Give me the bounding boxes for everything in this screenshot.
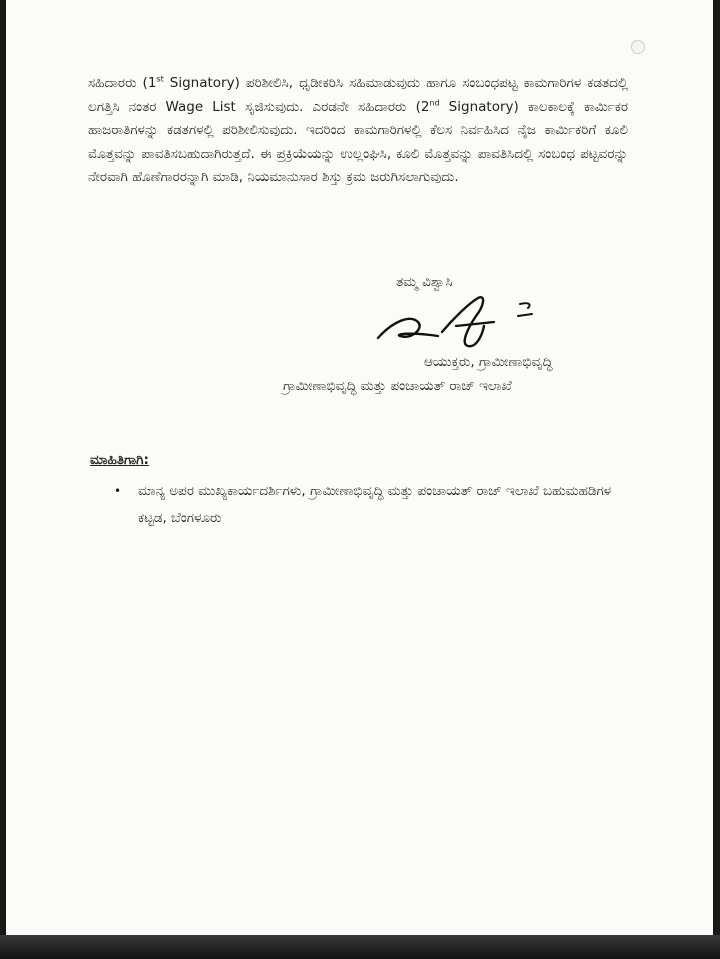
scan-bottom-edge [0,935,720,959]
handwritten-signature [372,292,552,352]
cc-list-item [112,478,632,532]
cc-list-item-text: ಮಾನ್ಯ ಅಪರ ಮುಖ್ಯಕಾರ್ಯದರ್ಶಿಗಳು, ಗ್ರಾಮೀಣಾಭಿವೃದ್ಧಿ ಮತ್ತು ಪಂಚಾಯತ್ ರಾಜ್ ಇಲಾಖೆ ಬಹುಮಹಡಿಗಳ ಕಟ್ಟಡ, ಬೆಂಗಳೂರು [138,483,612,526]
body-text-part3: Signatory) ಕಾಲಕಾಲಕ್ಕೆ ಕಾರ್ಮಿಕರ ಹಾಜರಾತಿಗಳನ್ನು ಕಡತಗಳಲ್ಲಿ ಪರಿಶೀಲಿಸುವುದು. ಇದರಿಂದ ಕಾಮಗಾರಿಗಳಲ್ಲಿ ಕೆಲಸ ನಿರ್ವಹಿಸಿದ ನೈಜ ಕಾರ್ಮಿಕರಿಗೆ ಕೂಲಿ ಮೊತ್ತವನ್ನು ಪಾವತಿಸಬಹುದಾಗಿರುತ್ತದೆ. ಈ ಪ್ರಕ್ರಿಯೆಯನ್ನು ಉಲ್ಲಂಘಿಸಿ, ಕೂಲಿ ಮೊತ್ತವನ್ನು ಪಾವತಿಸಿದಲ್ಲಿ ಸಂಬಂಧ ಪಟ್ಟವರನ್ನು ನೇರವಾಗಿ ಹೊಣೆಗಾರರನ್ನಾಗಿ ಮಾಡಿ, ನಿಯಮಾನುಸಾರ ಶಿಸ್ತು ಕ್ರಮ ಜರುಗಿಸಲಾಗುವುದು. [88,98,628,185]
signatory-title: ಆಯುಕ್ತರು, ಗ್ರಾಮೀಣಾಭಿವೃದ್ಧಿ [424,354,553,370]
bullet-icon: • [114,484,122,498]
body-paragraph [88,72,628,190]
closing-salutation: ತಮ್ಮ ವಿಶ್ವಾಸಿ [396,274,453,290]
superscript-nd: nd [429,98,440,107]
cc-list [112,478,632,532]
punch-hole-mark [631,40,645,54]
body-text-part1: ಸಹಿದಾರರು (1 [88,75,157,91]
info-heading: ಮಾಹಿತಿಗಾಗಿ: [90,452,149,468]
body-text-part2: Signatory) ಪರಿಶೀಲಿಸಿ, ಧೃಡೀಕರಿಸಿ ಸಹಿಮಾಡುವುದು ಹಾಗೂ ಸಂಬಂಧಪಟ್ಟ ಕಾಮಗಾರಿಗಳ ಕಡತದಲ್ಲಿ ಲಗತ್ತಿಸಿ ನಂತರ Wage List ಸೃಜಿಸುವುದು. ಎರಡನೇ ಸಹಿದಾರರು (2 [88,75,628,115]
signatory-department: ಗ್ರಾಮೀಣಾಭಿವೃದ್ಧಿ ಮತ್ತು ಪಂಚಾಯತ್ ರಾಜ್ ಇಲಾಖೆ [283,378,512,394]
document-page [6,0,713,952]
superscript-st: st [156,74,164,84]
